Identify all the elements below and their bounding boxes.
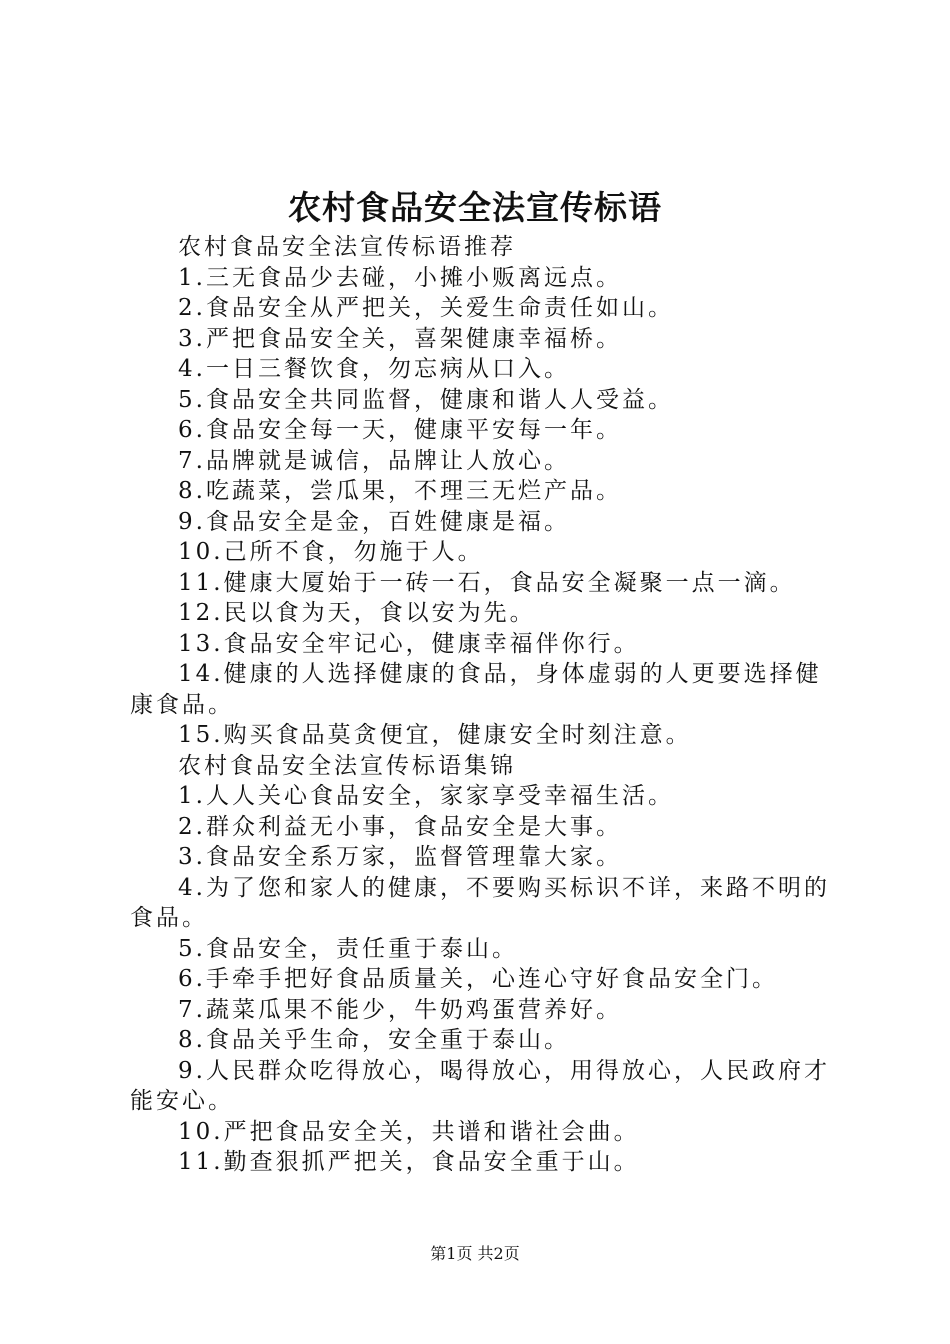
document-body [130,232,835,1178]
slogan-item: 2.群众利益无小事，食品安全是大事。 [178,813,622,840]
slogan-item: 1.三无食品少去碰，小摊小贩离远点。 [178,264,622,291]
slogan-item: 5.食品安全，责任重于泰山。 [178,935,518,962]
slogan-item: 9.食品安全是金，百姓健康是福。 [178,508,570,535]
page-number-footer: 第1页 共2页 [430,1244,520,1263]
section-heading-collection: 农村食品安全法宣传标语集锦 [178,752,516,779]
slogan-item: 10.己所不食，勿施于人。 [178,539,484,565]
slogan-item: 10.严把食品安全关，共谱和谐社会曲。 [178,1118,640,1145]
slogan-item: 1.人人关心食品安全，家家享受幸福生活。 [178,783,674,809]
slogan-item: 14.健康的人选择健康的食品，身体虚弱的人更要选择健康食品。 [130,661,822,718]
slogan-item: 11.勤查狠抓严把关，食品安全重于山。 [178,1149,640,1175]
slogan-item: 2.食品安全从严把关，关爱生命责任如山。 [178,295,674,321]
document-title: 农村食品安全法宣传标语 [288,188,662,227]
slogan-item: 4.为了您和家人的健康，不要购买标识不详，来路不明的食品。 [130,874,830,931]
slogan-item: 7.蔬菜瓜果不能少，牛奶鸡蛋营养好。 [178,996,622,1023]
slogan-item: 7.品牌就是诚信，品牌让人放心。 [178,447,570,474]
section-heading-recommend: 农村食品安全法宣传标语推荐 [178,234,516,260]
slogan-item: 3.食品安全系万家，监督管理靠大家。 [178,844,622,870]
slogan-item: 4.一日三餐饮食，勿忘病从口入。 [178,356,570,382]
slogan-item: 5.食品安全共同监督，健康和谐人人受益。 [178,386,674,413]
slogan-item: 3.严把食品安全关，喜架健康幸福桥。 [178,325,622,352]
slogan-item: 8.食品关乎生命，安全重于泰山。 [178,1027,570,1053]
slogan-item: 8.吃蔬菜，尝瓜果，不理三无烂产品。 [178,478,622,504]
slogan-item: 6.食品安全每一天，健康平安每一年。 [178,417,622,443]
slogan-item: 12.民以食为天，食以安为先。 [178,600,536,626]
slogan-item: 6.手牵手把好食品质量关，心连心守好食品安全门。 [178,966,778,992]
slogan-item: 9.人民群众吃得放心，喝得放心，用得放心，人民政府才能安心。 [130,1057,830,1114]
slogan-item: 11.健康大厦始于一砖一石，食品安全凝聚一点一滴。 [178,569,796,596]
slogan-item: 13.食品安全牢记心，健康幸福伴你行。 [178,630,640,657]
slogan-item: 15.购买食品莫贪便宜，健康安全时刻注意。 [178,722,692,748]
